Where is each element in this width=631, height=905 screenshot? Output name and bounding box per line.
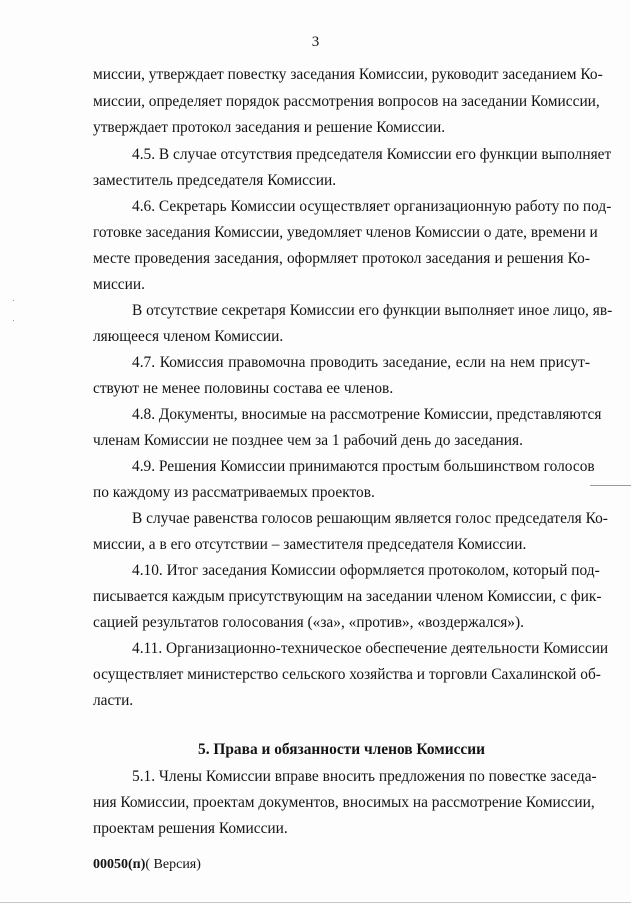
text-line: миссии, определяет порядок рассмотрения вопросов на заседании Комиссии, — [93, 93, 600, 110]
document-version-note: ( Версия) — [145, 857, 201, 872]
text-line: проектам решения Комиссии. — [93, 820, 288, 837]
text-line: миссии, утверждает повестку заседания Комиссии, руководит заседанием Ко- — [93, 66, 603, 83]
text-line: 5.1. Члены Комиссии вправе вносить предложения по повестке заседа- — [132, 768, 597, 785]
section-heading: 5. Права и обязанности членов Комиссии — [198, 741, 485, 758]
text-line: миссии. — [93, 276, 145, 293]
text-line: писывается каждым присутствующим на заседании членом Комиссии, с фик- — [93, 588, 602, 605]
scan-artifact-dot — [13, 320, 14, 321]
text-line: членам Комиссии не позднее чем за 1 рабочий день до заседания. — [93, 432, 523, 449]
text-line: 4.7. Комиссия правомочна проводить заседание, если на нем присут- — [132, 354, 590, 371]
text-line: 4.6. Секретарь Комиссии осуществляет организационную работу по под- — [132, 198, 612, 215]
text-line: 4.8. Документы, вносимые на рассмотрение Комиссии, представляются — [132, 406, 602, 423]
text-line: готовке заседания Комиссии, уведомляет членов Комиссии о дате, времени и — [93, 224, 598, 241]
text-line: 4.11. Организационно-техническое обеспечение деятельности Комиссии — [132, 640, 609, 657]
text-line: сацией результатов голосования («за», «против», «воздержался»). — [93, 614, 524, 631]
text-line: миссии, а в его отсутствии – заместителя председателя Комиссии. — [93, 536, 527, 553]
text-line: ласти. — [93, 692, 134, 709]
text-line: ляющееся членом Комиссии. — [93, 328, 284, 345]
scan-artifact-bottom-edge — [0, 902, 631, 903]
document-code: 00050(п) — [93, 857, 146, 872]
scan-artifact-line — [590, 485, 631, 486]
text-line: утверждает протокол заседания и решение Комиссии. — [93, 119, 446, 136]
text-line: заместитель председателя Комиссии. — [93, 172, 337, 189]
text-line: 4.9. Решения Комиссии принимаются простым большинством голосов — [132, 458, 595, 475]
text-line: 4.5. В случае отсутствия председателя Комиссии его функции выполняет — [132, 146, 612, 163]
text-line: месте проведения заседания, оформляет протокол заседания и решения Ко- — [93, 250, 590, 267]
text-line: В отсутствие секретаря Комиссии его функции выполняет иное лицо, яв- — [132, 302, 613, 319]
text-line: 4.10. Итог заседания Комиссии оформляется протоколом, который под- — [132, 562, 600, 579]
text-line: по каждому из рассматриваемых проектов. — [93, 484, 375, 501]
text-line: ствуют не менее половины состава ее членов. — [93, 380, 394, 397]
text-line: осуществляет министерство сельского хозяйства и торговли Сахалинской об- — [93, 666, 601, 683]
text-line: ния Комиссии, проектам документов, вносимых на рассмотрение Комиссии, — [93, 794, 595, 811]
text-line: В случае равенства голосов решающим является голос председателя Ко- — [132, 510, 608, 527]
page-number: 3 — [311, 34, 320, 50]
document-footer — [93, 856, 201, 874]
scan-artifact-dot — [13, 300, 14, 301]
